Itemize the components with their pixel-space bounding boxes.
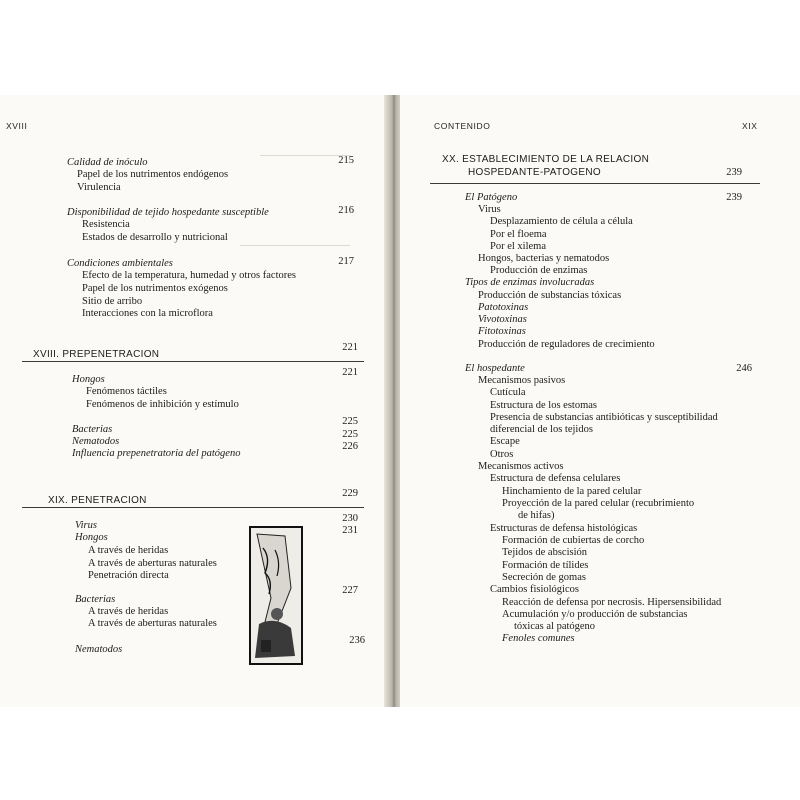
chapter-rule [22,361,364,362]
inset-book-photo [249,526,303,665]
toc-entry: Producción de substancias tóxicas [478,290,622,301]
chapter-heading: XIX. PENETRACION [48,495,147,506]
toc-entry: diferencial de los tejidos [490,424,593,435]
toc-entry: Resistencia [82,219,130,230]
toc-entry: Papel de los nutrimentos exógenos [82,283,228,294]
toc-entry: Formación de tílides [502,560,589,571]
toc-entry: Nematodos [75,644,123,655]
toc-entry: Nematodos [72,436,120,447]
toc-page-number: 231 [342,525,358,536]
toc-entry: Escape [490,436,520,447]
toc-entry: Mecanismos pasivos [478,375,566,386]
book-spread [0,95,800,707]
toc-entry: Papel de los nutrimentos endógenos [77,169,229,180]
toc-entry: Producción de enzimas [490,265,588,276]
toc-entry: Hongos, bacterias y nematodos [478,253,610,264]
toc-entry: Bacterias [75,594,116,605]
toc-page-number: 239 [726,192,742,203]
toc-entry: Estructuras de defensa histológicas [490,523,638,534]
toc-entry: Secreción de gomas [502,572,586,583]
toc-entry: A través de heridas [88,545,169,556]
chapter-heading: XVIII. PREPENETRACION [33,349,160,360]
toc-entry: Por el xilema [490,241,546,252]
toc-entry: Presencia de substancias antibióticas y susceptibilidad [490,412,718,423]
toc-entry: Sitio de arribo [82,296,143,307]
toc-entry: Virus [478,204,501,215]
toc-entry: Hongos [75,532,108,543]
toc-page-number: 230 [342,513,358,524]
show-through-mark [240,245,350,254]
toc-page-number: 225 [342,429,358,440]
toc-entry: Fenómenos táctiles [86,386,167,397]
toc-entry: Calidad de inóculo [67,157,148,168]
toc-entry: Fenómenos de inhibición y estímulo [86,399,239,410]
toc-entry: Fenoles comunes [502,633,575,644]
toc-page-number: 236 [349,635,365,646]
toc-page-number: 226 [342,441,358,452]
toc-entry: Estructura de los estomas [490,400,598,411]
toc-entry: Estructura de defensa celulares [490,473,621,484]
toc-entry: de hifas) [518,510,555,521]
toc-entry: Acumulación y/o producción de substancias [502,609,688,620]
toc-entry: Hongos [72,374,105,385]
toc-entry: Por el floema [490,229,547,240]
toc-entry: Desplazamiento de célula a célula [490,216,633,227]
right-page [400,95,800,707]
toc-entry: Interacciones con la microflora [82,308,213,319]
toc-entry: A través de aberturas naturales [88,558,217,569]
toc-entry: Tipos de enzimas involucradas [465,277,595,288]
left-page [0,95,388,707]
toc-page-number: 221 [342,367,358,378]
toc-page-number: 216 [338,205,354,216]
toc-entry: tóxicas al patógeno [514,621,596,632]
toc-entry: Influencia prepenetratoria del patógeno [72,448,241,459]
toc-entry: Virulencia [77,182,121,193]
toc-entry: El hospedante [465,363,525,374]
toc-entry: Producción de reguladores de crecimiento [478,339,655,350]
toc-entry: Efecto de la temperatura, humedad y otros factores [82,270,296,281]
toc-entry: Estados de desarrollo y nutricional [82,232,228,243]
toc-entry: Hinchamiento de la pared celular [502,486,642,497]
toc-page-number: 217 [338,256,354,267]
toc-entry: Disponibilidad de tejido hospedante susceptible [67,207,269,218]
chapter-heading: XX. ESTABLECIMIENTO DE LA RELACION [442,154,650,165]
toc-entry: Cutícula [490,387,526,398]
toc-page-number: 221 [342,342,358,353]
left-running-head: XVIII [6,121,28,131]
toc-entry: Formación de cubiertas de corcho [502,535,645,546]
toc-entry: Tejidos de abscisión [502,547,587,558]
toc-entry: El Patógeno [465,192,518,203]
toc-entry: A través de aberturas naturales [88,618,217,629]
toc-entry: Otros [490,449,514,460]
toc-entry: A través de heridas [88,606,169,617]
toc-page-number: 246 [736,363,752,374]
toc-entry: Bacterias [72,424,113,435]
toc-entry: Condiciones ambientales [67,258,173,269]
right-running-head-page: XIX [742,121,758,131]
chapter-heading: HOSPEDANTE-PATOGENO [468,167,601,178]
toc-entry: Patotoxinas [478,302,529,313]
toc-entry: Virus [75,520,97,531]
toc-page-number: 239 [726,167,742,178]
toc-entry: Vivotoxinas [478,314,527,325]
toc-entry: Proyección de la pared celular (recubrimiento [502,498,695,509]
toc-page-number: 229 [342,488,358,499]
toc-entry: Fitotoxinas [478,326,526,337]
toc-entry: Reacción de defensa por necrosis. Hipersensibilidad [502,597,722,608]
toc-page-number: 215 [338,155,354,166]
toc-page-number: 227 [342,585,358,596]
chapter-rule [22,507,364,508]
right-running-head-title: CONTENIDO [434,121,491,131]
toc-page-number: 225 [342,416,358,427]
chapter-rule [430,183,760,184]
toc-entry: Penetración directa [88,570,169,581]
toc-entry: Cambios fisiológicos [490,584,579,595]
toc-entry: Mecanismos activos [478,461,564,472]
